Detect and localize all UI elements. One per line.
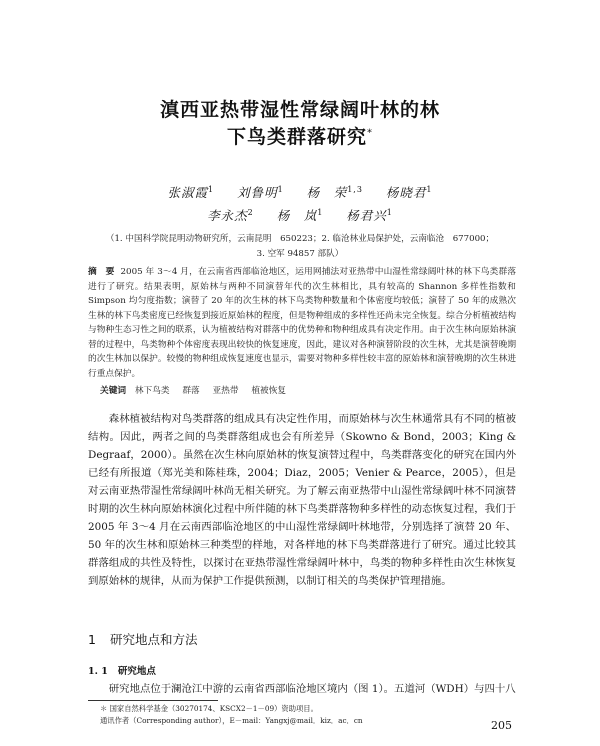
study-site-paragraph: 研究地点位于澜沧江中游的云南省西部临沧地区境内（图 1）。五道河（WDH）与四十八 (108, 683, 516, 695)
keywords-label: 关键词 (100, 386, 127, 396)
subsection-number: 1. 1 (88, 666, 108, 677)
author-line-2 (0, 206, 600, 224)
footnote-fund: ＊ 国家自然科学基金（30270174、KSCX2－1－09）资助项目。 (100, 704, 318, 713)
paper-title-line-1: 滇西亚热带湿性常绿阔叶林的林 (159, 99, 440, 121)
author-name: 张淑霞$^1$ (167, 184, 215, 200)
author-name: 李永杰$^2$ (207, 207, 254, 223)
keyword: 植被恢复 (251, 386, 287, 396)
title-footnote-mark: * (367, 127, 373, 139)
introduction-paragraph: 森林植被结构对鸟类群落的组成具有决定性作用，而原始林与次生林通常具有不同的植被结构。因此，两者之间的鸟类群落组成也会有所差异（Skowno & Bond，2003；King & Degraaf，2000）。虽然在次生林向原始林的恢复演替过程中，鸟类群落变化的研究在国内外已经有所报道（郑光美和陈桂珠，2004；Diaz，2005；Venier & Pearce，2005），但是对云南亚热带湿性常绿阔叶林尚无相关研究。为了解云南亚热带中山湿性常绿阔叶林不同演替时期的次生林向原始林演化过程中所伴随的林下鸟类群落物种多样性的动态恢复过程，我们于 2005 年 3～4 月在云南西部临沧地区的中山湿性常绿阔叶林地带，分别选择了演替 20 年、50 年的次生林和原始林三种类型的样地，对各样地的林下鸟类群落进行了研究。通过比较其群落组成的共性及特性，以探讨在亚热带湿性常绿阔叶林中，鸟类的物种多样性由次生林恢复到原始林的规律，从而为保护工作提供预测，以制订相关的鸟类保护管理措施。 (88, 413, 516, 587)
section-heading (88, 630, 197, 648)
affiliation-line-1: （1. 中国科学院昆明动物研究所，云南昆明 650223；2. 临沧林业局保护处，云南临沧 677000； (105, 234, 495, 244)
keyword: 群落 (182, 386, 200, 396)
subsection-title: 研究地点 (117, 666, 156, 677)
author-name: 杨晓君$^1$ (385, 184, 433, 200)
subsection-heading (88, 663, 156, 677)
author-name: 杨 岚$^1$ (276, 207, 324, 223)
abstract-text: 2005 年 3～4 月，在云南省西部临沧地区，运用网捕法对亚热带中山湿性常绿阔叶林的林下鸟类群落进行了研究。结果表明，原始林与两种不同演替年代的次生林相比，具有较高的 Shannon 多样性指数和 Simpson 均匀度指数；演替了 20 年的次生林的林下鸟类物种数量和个体密度均较低；演替了 50 年的成熟次生林的林下鸟类密度已经恢复到接近原始林的程度，但是物种组成的多样性还尚未完全恢复。综合分析植被结构与物种生态习性之间的联系，认为植被结构对群落中的优势种和物种组成具有决定作用。由于次生林向原始林演替的过程中，鸟类物种个体密度表现出较快的恢复速度，因此，建议对各种演替阶段的次生林，尤其是演替晚期的次生林加以保护。较慢的物种组成恢复速度也显示，需要对物种多样性较丰富的原始林和演替晚期的次生林进行重点保护。 (88, 267, 517, 379)
section-number: 1 (88, 632, 96, 647)
author-name: 刘鲁明$^1$ (237, 184, 284, 200)
author-name: 杨 荣$^{1,3}$ (306, 184, 363, 200)
paper-title-line-2: 下鸟类群落研究* (226, 126, 373, 148)
page-number: 205 (491, 719, 512, 732)
affiliation-line-2: 3. 空军 94857 部队） (256, 249, 344, 259)
abstract (88, 265, 516, 381)
abstract-label: 摘 要 (88, 267, 115, 277)
keyword: 亚热带 (212, 386, 239, 396)
author-line-1 (0, 183, 600, 201)
section-title: 研究地点和方法 (109, 632, 198, 647)
keywords (100, 384, 500, 396)
footnote-contact: 通讯作者（Corresponding author），E－mail：Yangxj@mail．kiz．ac．cn (100, 716, 363, 725)
footnote-divider (88, 700, 218, 701)
keyword: 林下鸟类 (134, 386, 170, 396)
author-name: 杨君兴$^1$ (346, 207, 393, 223)
